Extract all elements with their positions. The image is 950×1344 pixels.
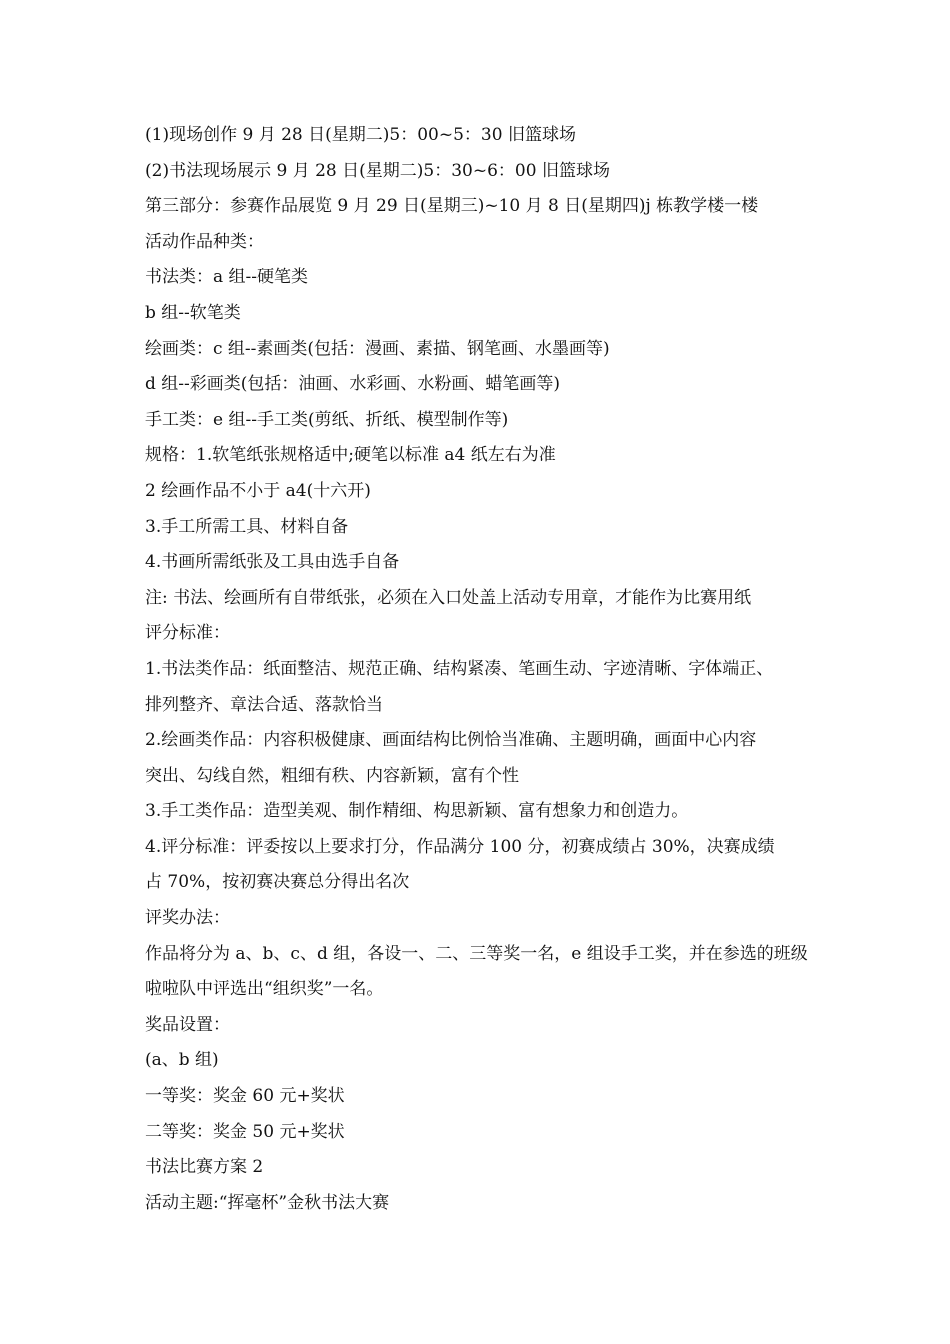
scoring-painting-line-1: 2.绘画类作品：内容积极健康、画面结构比例恰当准确、主题明确，画面中心内容 [145,730,757,751]
first-prize-line: 一等奖：奖金 60 元+奖状 [145,1086,345,1107]
activity-theme-line: 活动主题:“挥毫杯”金秋书法大赛 [145,1192,390,1213]
spec-line-1: 规格：1.软笔纸张规格适中;硬笔以标准 a4 纸左右为准 [145,445,556,466]
painting-group-c: 绘画类：c 组--素画类(包括：漫画、素描、钢笔画、水墨画等) [145,338,610,359]
awards-method-line-2: 啦啦队中评选出“组织奖”一名。 [145,979,384,1000]
schedule-line-2: (2)书法现场展示 9 月 28 日(星期二)5：30~6：00 旧篮球场 [145,160,610,181]
scoring-calligraphy-line-1: 1.书法类作品：纸面整洁、规范正确、结构紧凑、笔画生动、字迹清晰、字体端正、 [145,658,774,679]
document-body [145,118,810,1221]
scoring-calligraphy-line-2: 排列整齐、章法合适、落款恰当 [145,694,383,715]
scoring-heading: 评分标准： [145,623,230,644]
scoring-painting-line-2: 突出、勾线自然，粗细有秩、内容新颖，富有个性 [145,765,519,786]
second-prize-line: 二等奖：奖金 50 元+奖状 [145,1121,345,1142]
scoring-handicraft-line: 3.手工类作品：造型美观、制作精细、构思新颖、富有想象力和创造力。 [145,801,689,822]
scoring-rule-line-1: 4.评分标准：评委按以上要求打分，作品满分 100 分，初赛成绩占 30%，决赛成绩 [145,836,775,857]
spec-line-4: 4.书画所需纸张及工具由选手自备 [145,552,400,573]
prizes-group: (a、b 组) [145,1050,219,1071]
scoring-rule-line-2: 占 70%，按初赛决赛总分得出名次 [145,872,410,893]
calligraphy-group-b: b 组--软笔类 [145,302,241,323]
note-line: 注: 书法、绘画所有自带纸张，必须在入口处盖上活动专用章，才能作为比赛用纸 [145,587,752,608]
plan-2-title: 书法比赛方案 2 [145,1157,264,1178]
prizes-heading: 奖品设置： [145,1014,230,1035]
awards-method-heading: 评奖办法： [145,908,230,929]
categories-heading: 活动作品种类： [145,231,264,252]
exhibition-line: 第三部分：参赛作品展览 9 月 29 日(星期三)~10 月 8 日(星期四)j 栋教学楼一楼 [145,196,759,217]
handicraft-group-e: 手工类：e 组--手工类(剪纸、折纸、模型制作等) [145,409,509,430]
spec-line-2: 2 绘画作品不小于 a4(十六开) [145,480,371,501]
painting-group-d: d 组--彩画类(包括：油画、水彩画、水粉画、蜡笔画等) [145,374,561,395]
calligraphy-group-a: 书法类：a 组--硬笔类 [145,267,309,288]
awards-method-line-1: 作品将分为 a、b、c、d 组，各设一、二、三等奖一名，e 组设手工奖，并在参选的班级 [145,943,808,964]
spec-line-3: 3.手工所需工具、材料自备 [145,516,349,537]
schedule-line-1: (1)现场创作 9 月 28 日(星期二)5：00~5：30 旧篮球场 [145,125,576,145]
